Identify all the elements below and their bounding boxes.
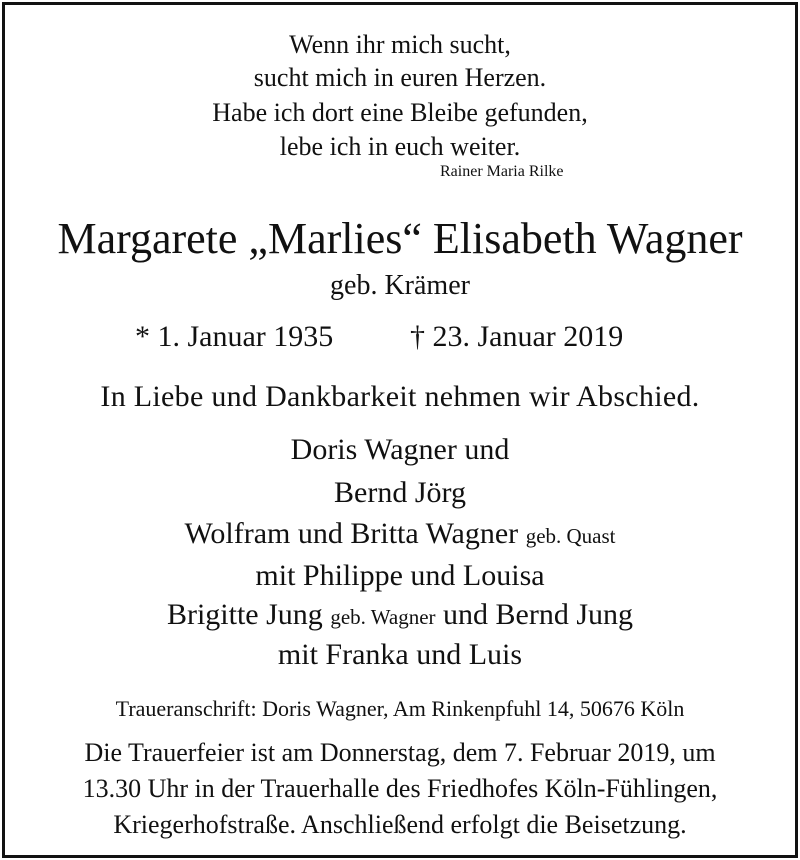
family-line-3 bbox=[0, 517, 800, 552]
maiden-name: geb. Krämer bbox=[330, 270, 470, 301]
birth-date: * 1. Januar 1935 bbox=[135, 320, 334, 353]
family-line-4: mit Philippe und Louisa bbox=[255, 559, 545, 592]
service-line-2: 13.30 Uhr in der Trauerhalle des Friedhofes Köln-Fühlingen, bbox=[82, 774, 718, 803]
family-line-1: Doris Wagner und bbox=[290, 433, 510, 466]
poem-author: Rainer Maria Rilke bbox=[440, 163, 564, 180]
death-date: † 23. Januar 2019 bbox=[410, 320, 624, 353]
family-line-5-note: geb. Wagner bbox=[330, 605, 436, 629]
family-line-3-main: Wolfram und Britta Wagner bbox=[184, 517, 519, 550]
farewell-text: In Liebe und Dankbarkeit nehmen wir Abschied. bbox=[100, 380, 700, 413]
poem-line-1: Wenn ihr mich sucht, bbox=[289, 30, 511, 59]
poem-line-4: lebe ich in euch weiter. bbox=[279, 132, 521, 161]
family-line-5-main-b: und Bernd Jung bbox=[443, 598, 634, 631]
obituary-border bbox=[2, 2, 798, 858]
poem-line-2: sucht mich in euren Herzen. bbox=[253, 63, 547, 92]
service-line-1: Die Trauerfeier ist am Donnerstag, dem 7. Februar 2019, um bbox=[84, 738, 716, 767]
family-line-5-main-a: Brigitte Jung bbox=[166, 598, 323, 631]
family-line-5 bbox=[0, 598, 800, 633]
family-line-3-note: geb. Quast bbox=[525, 524, 616, 548]
family-line-6: mit Franka und Luis bbox=[277, 638, 523, 671]
mourning-address: Traueranschrift: Doris Wagner, Am Rinkenpfuhl 14, 50676 Köln bbox=[115, 696, 685, 721]
family-line-2: Bernd Jörg bbox=[334, 476, 466, 509]
poem-line-3: Habe ich dort eine Bleibe gefunden, bbox=[212, 98, 588, 127]
service-line-3: Kriegerhofstraße. Anschließend erfolgt die Beisetzung. bbox=[113, 810, 687, 839]
deceased-name: Margarete „Marlies“ Elisabeth Wagner bbox=[57, 214, 743, 263]
